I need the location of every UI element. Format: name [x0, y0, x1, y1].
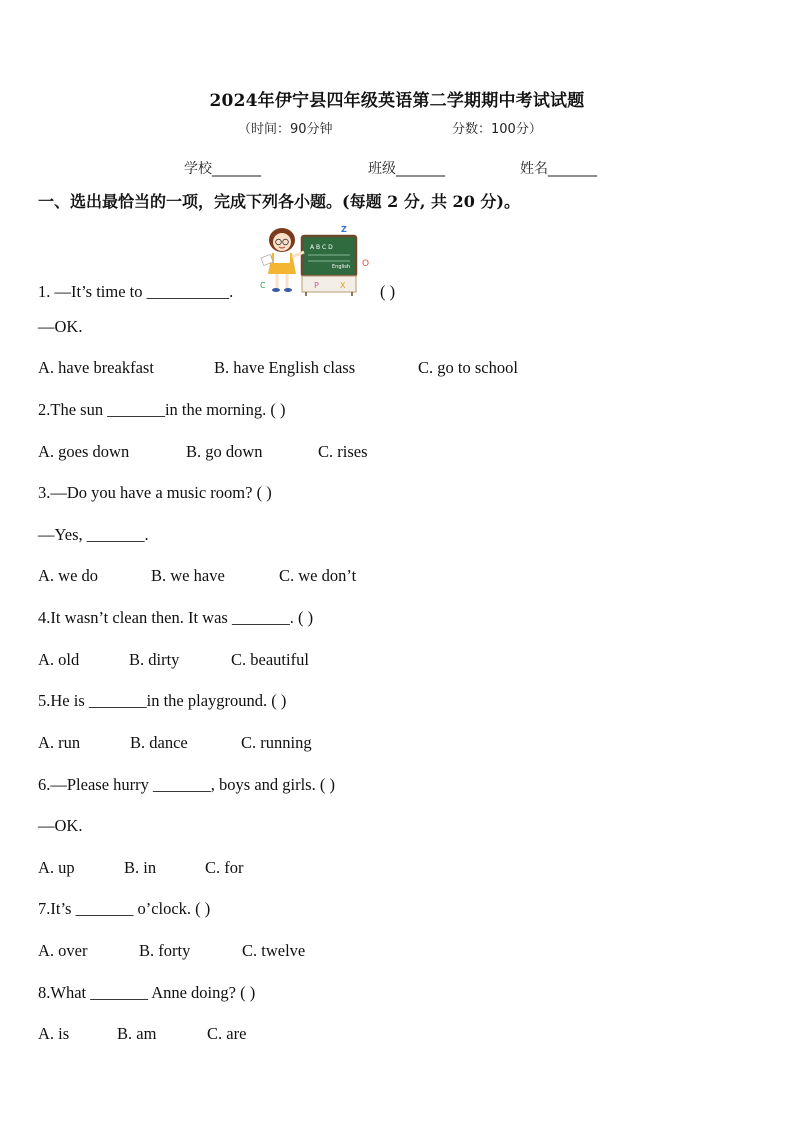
- question-6-stem: 6.—Please hurry _______, boys and girls. ( ): [38, 775, 335, 794]
- section-heading: 一、选出最恰当的一项，完成下列各小题。(每题 2 分, 共 20 分)。: [38, 192, 520, 211]
- question-1-response: —OK.: [38, 317, 83, 336]
- letter-c: C: [260, 281, 266, 290]
- question-2-option-a: A. goes down: [38, 442, 130, 461]
- question-3-option-c: C. we don’t: [279, 566, 357, 585]
- question-4-option-a: A. old: [38, 650, 80, 669]
- exam-title: 2024年伊宁县四年级英语第二学期期中考试试题: [209, 91, 585, 111]
- question-1-stem: 1. —It’s time to __________.: [38, 282, 234, 301]
- exam-time: （时间：90分钟: [238, 122, 333, 137]
- question-8-option-a: A. is: [38, 1024, 70, 1043]
- question-6-option-b: B. in: [124, 858, 157, 877]
- question-5-option-b: B. dance: [130, 733, 188, 752]
- question-1-option-a: A. have breakfast: [38, 358, 154, 377]
- question-4-stem: 4.It wasn’t clean then. It was _______. ( ): [38, 608, 314, 627]
- question-5-option-c: C. running: [241, 733, 312, 752]
- question-1-option-b: B. have English class: [214, 358, 356, 377]
- question-5-option-a: A. run: [38, 733, 81, 752]
- board-label: English: [332, 264, 351, 270]
- letter-x: X: [340, 281, 346, 290]
- school-field: 学校_______: [184, 161, 261, 177]
- question-1-answer-paren: ( ): [380, 282, 396, 301]
- question-3-response: —Yes, _______.: [38, 525, 149, 544]
- question-1-option-c: C. go to school: [418, 358, 518, 377]
- class-field: 班级_______: [368, 161, 445, 177]
- letter-z: Z: [341, 225, 347, 234]
- question-2-stem: 2.The sun _______in the morning. ( ): [38, 400, 286, 419]
- question-3-stem: 3.—Do you have a music room? ( ): [38, 483, 272, 502]
- question-7-option-b: B. forty: [139, 941, 191, 960]
- exam-score: 分数：100分）: [452, 122, 542, 137]
- question-7-option-c: C. twelve: [242, 941, 306, 960]
- question-4-option-c: C. beautiful: [231, 650, 309, 669]
- letter-p: P: [314, 281, 319, 290]
- question-4-option-b: B. dirty: [129, 650, 180, 669]
- question-6-option-c: C. for: [205, 858, 244, 877]
- name-field: 姓名_______: [520, 161, 597, 177]
- question-8-option-b: B. am: [117, 1024, 157, 1043]
- question-2-option-b: B. go down: [186, 442, 263, 461]
- question-6-response: —OK.: [38, 816, 83, 835]
- teacher-illustration: [258, 222, 376, 298]
- question-3-option-b: B. we have: [151, 566, 225, 585]
- question-3-option-a: A. we do: [38, 566, 99, 585]
- board-letters: A B C D: [310, 244, 333, 251]
- question-2-option-c: C. rises: [318, 442, 368, 461]
- question-7-stem: 7.It’s _______ o’clock. ( ): [38, 899, 211, 918]
- question-8-stem: 8.What _______ Anne doing? ( ): [38, 983, 256, 1002]
- question-7-option-a: A. over: [38, 941, 88, 960]
- question-5-stem: 5.He is _______in the playground. ( ): [38, 691, 287, 710]
- question-6-option-a: A. up: [38, 858, 75, 877]
- letter-o: O: [362, 259, 370, 269]
- question-8-option-c: C. are: [207, 1024, 247, 1043]
